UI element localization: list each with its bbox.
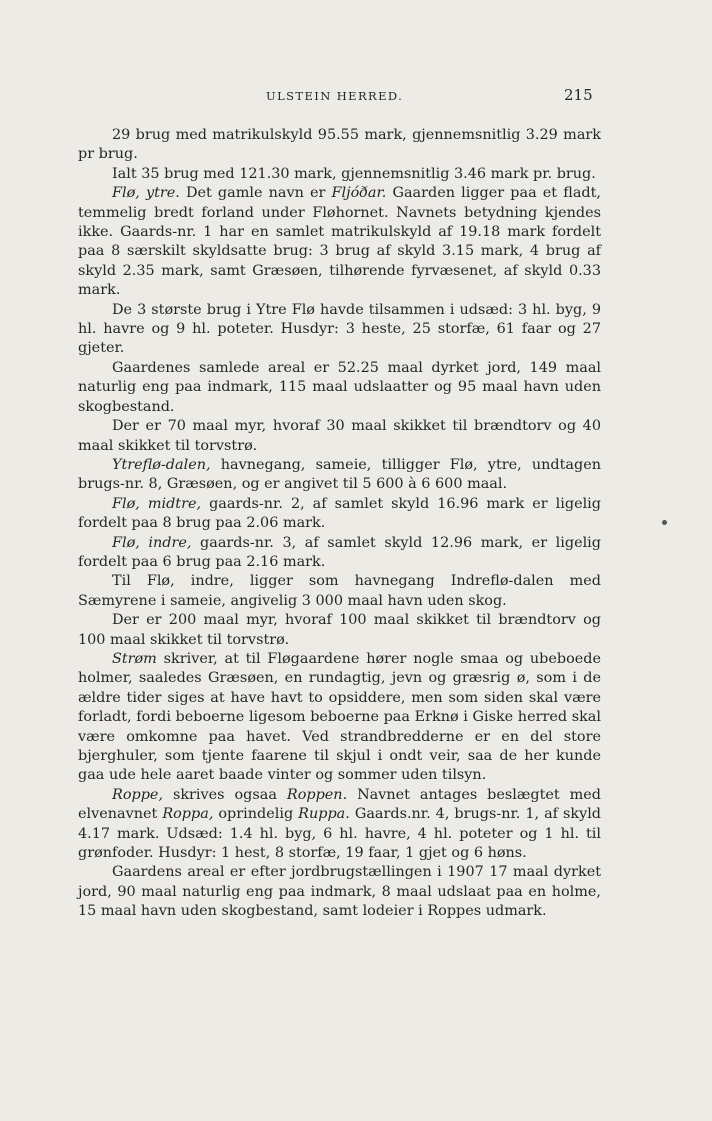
text-run: Gaardens areal er efter jordbrugstællingen i 1907 17 maal dyrket jord, 90 maal naturlig eng paa indmark, 8 maal udslaat paa en holme, 15 maal havn uden skogbestand, samt lodeier i Roppes udmark.: [78, 864, 601, 920]
paragraph: [78, 184, 601, 300]
text-run: Der er 70 maal myr, hvoraf 30 maal skikket til brændtorv og 40 maal skikket til torvstrø.: [78, 418, 601, 454]
text-run: havnegang, sameie, tilligger Flø, ytre, undtagen brugs-nr. 8, Græsøen, og er angivet til 5 600 à 6 600 maal.: [78, 456, 601, 493]
text-run: Ialt 35 brug med 121.30 mark, gjennemsnitlig 3.46 mark pr. brug.: [112, 165, 596, 182]
paragraph: [78, 359, 601, 417]
italic-term: Ytreflø-dalen,: [112, 456, 211, 473]
paragraph: [78, 495, 601, 534]
paragraph: [78, 301, 601, 359]
text-run: skrives ogsaa: [163, 786, 287, 803]
paragraph: [78, 165, 601, 184]
italic-term: Strøm: [112, 650, 157, 667]
italic-term: Roppen.: [286, 786, 348, 803]
text-run: De 3 største brug i Ytre Flø havde tilsammen i udsæd: 3 hl. byg, 9 hl. havre og 9 hl. poteter. Husdyr: 3 heste, 25 storfæ, 61 faar og 27 gjeter.: [78, 301, 601, 357]
text-run: Der er 200 maal myr, hvoraf 100 maal skikket til brændtorv og 100 maal skikket til torvstrø.: [78, 612, 601, 648]
text-run: Gaarden ligger paa et fladt, temmelig bredt forland under Fløhornet. Navnets betydning kjendes ikke. Gaards-nr. 1 har en samlet matrikulskyld af 19.18 mark fordelt paa 8 særskilt skyldsatte brug: 3 brug af skyld 3.15 mark, 4 brug af skyld 2.35 mark, samt Græsøen, tilhørende fyrvæsenet, af skyld 0.33 mark.: [78, 185, 601, 299]
paragraph: [78, 126, 601, 165]
print-speck: [662, 520, 667, 525]
text-run: skriver, at til Fløgaardene hører nogle smaa og ubeboede holmer, saaledes Græsøen, en rundagtig, jevn og græsrig ø, som i de ældre tider siges at have havt to opsiddere, men som siden skal være forladt, fordi beboerne ligesom beboerne paa Erknø i Giske herred skal være omkomne paa havet. Ved strandbredderne er en del store bjerghuler, som tjente faarene til skjul i ondt veir, saa de her kunde gaa ude hele aaret baade vinter og sommer uden tilsyn.: [78, 650, 601, 784]
italic-term: Ruppa.: [298, 806, 350, 823]
italic-term: Flø, ytre.: [112, 185, 180, 202]
italic-term: Roppe,: [112, 786, 164, 803]
page-header: [0, 86, 712, 106]
paragraph: [78, 572, 601, 611]
paragraph: [78, 456, 601, 495]
paragraph: [78, 534, 601, 573]
italic-term: Roppa,: [162, 806, 214, 823]
text-run: oprindelig: [213, 806, 299, 823]
body-text: [78, 126, 601, 922]
text-run: Gaardenes samlede areal er 52.25 maal dyrket jord, 149 maal naturlig eng paa indmark, 115 maal udslaatter og 95 maal havn uden skogbestand.: [78, 359, 601, 415]
paragraph: [78, 650, 601, 786]
paragraph: [78, 786, 601, 864]
text-run: Gaards.nr. 4, brugs-nr. 1, af skyld 4.17 mark. Udsæd: 1.4 hl. byg, 6 hl. havre, 4 hl. poteter og 1 hl. til grønfoder. Husdyr: 1 hest, 8 storfæ, 19 faar, 1 gjet og 6 høns.: [78, 806, 602, 862]
text-run: Til Flø, indre, ligger som havnegang Indreflø-dalen med Sæmyrene i sameie, angivelig 3 000 maal havn uden skog.: [78, 573, 601, 609]
running-title: ULSTEIN HERRED.: [266, 89, 404, 103]
paragraph: [78, 611, 601, 650]
text-run: Det gamle navn er: [179, 185, 332, 202]
paragraph: [78, 417, 601, 456]
text-run: 29 brug med matrikulskyld 95.55 mark, gjennemsnitlig 3.29 mark pr brug.: [78, 127, 601, 163]
text-run: gaards-nr. 3, af samlet skyld 12.96 mark, er ligelig fordelt paa 6 brug paa 2.16 mark.: [78, 534, 601, 570]
page-number: 215: [564, 86, 593, 104]
italic-term: Flø, indre,: [112, 534, 192, 551]
italic-term: Flø, midtre,: [112, 495, 202, 512]
text-run: Navnet antages beslægtet med elvenavnet: [78, 786, 601, 823]
italic-term: Fljóðar.: [331, 185, 387, 202]
paragraph: [78, 863, 601, 921]
text-run: gaards-nr. 2, af samlet skyld 16.96 mark er ligelig fordelt paa 8 brug paa 2.06 mark.: [78, 495, 601, 532]
